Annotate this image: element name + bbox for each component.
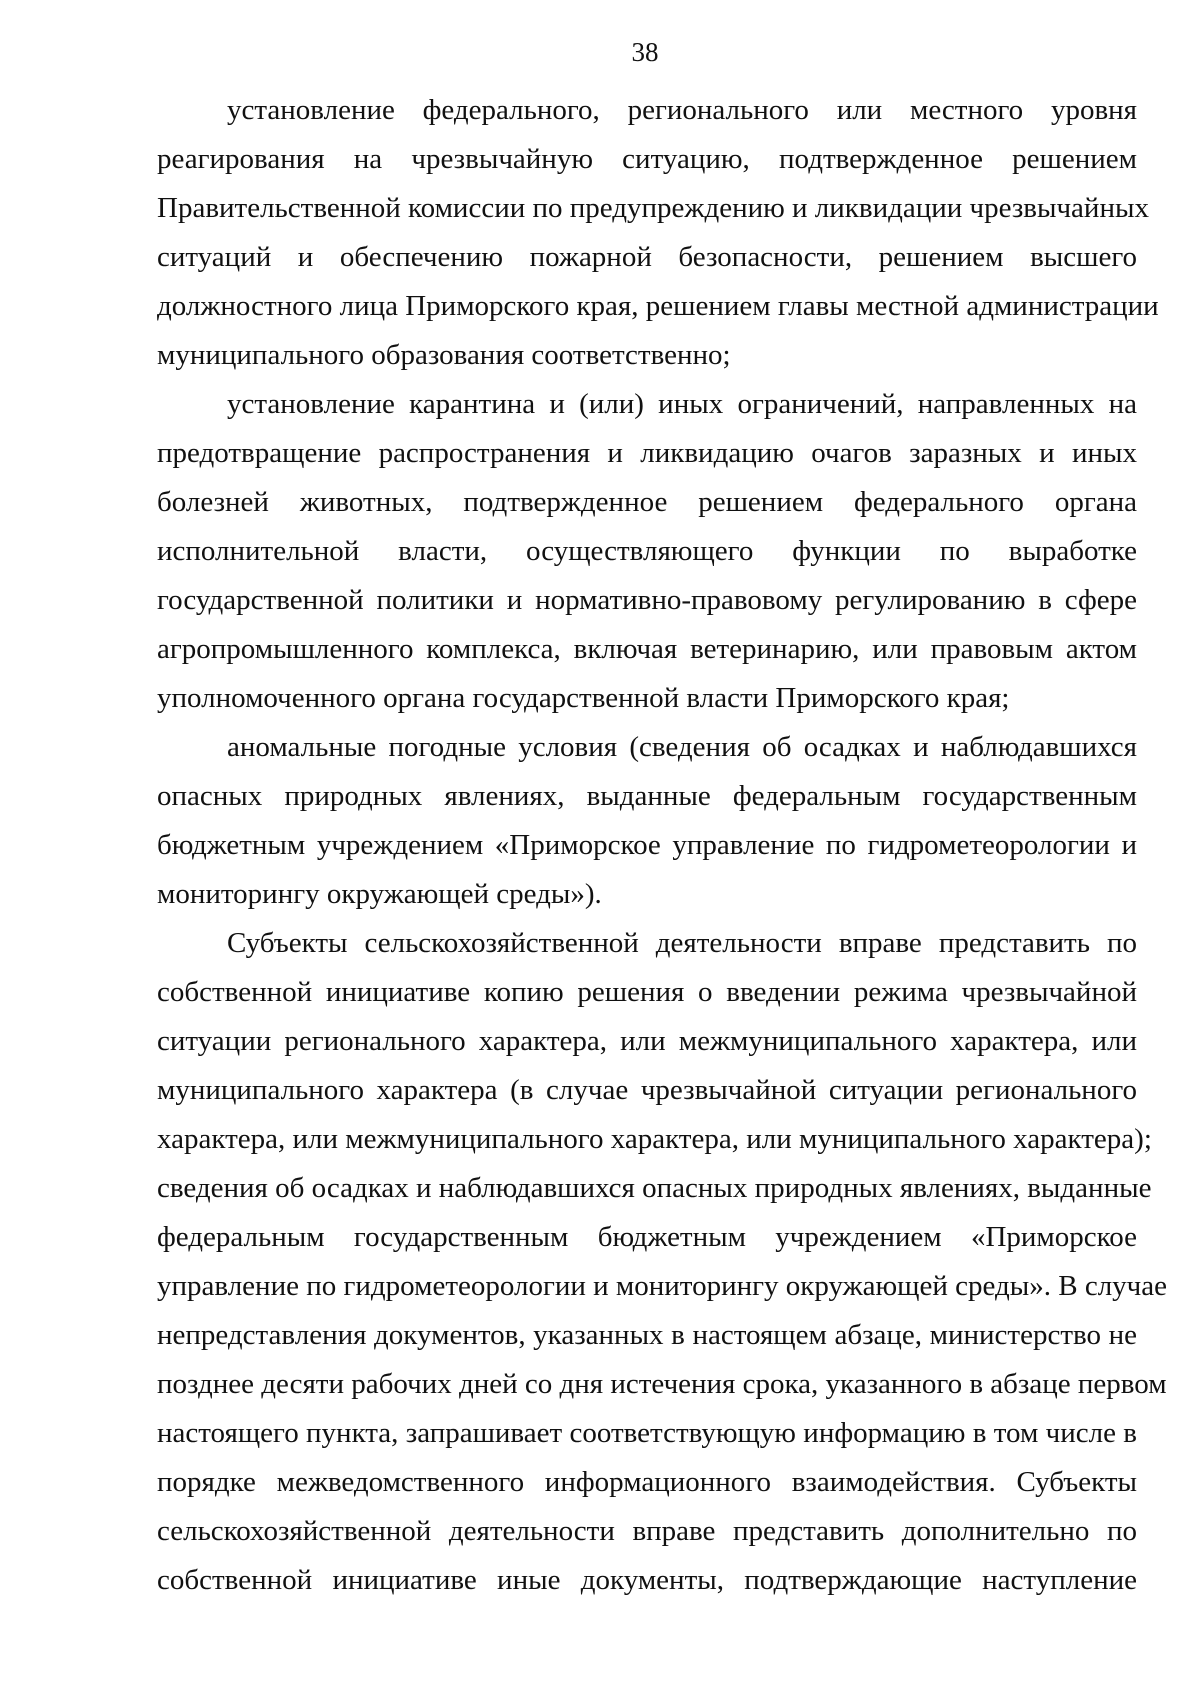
text-line: мониторингу окружающей среды»). xyxy=(157,878,602,910)
text-line: бюджетным учреждением «Приморское управление по гидрометеорологии и xyxy=(157,829,1137,861)
text-line: установление карантина и (или) иных ограничений, направленных на xyxy=(227,388,1137,420)
text-line: собственной инициативе копию решения о введении режима чрезвычайной xyxy=(157,976,1137,1008)
document-body xyxy=(157,86,1168,1605)
paragraph-subjects xyxy=(157,919,1168,1605)
text-line: порядке межведомственного информационного взаимодействия. Субъекты xyxy=(157,1466,1137,1498)
paragraph-weather xyxy=(157,723,1137,919)
text-line: непредставления документов, указанных в настоящем абзаце, министерство не xyxy=(157,1319,1137,1351)
paragraph-quarantine xyxy=(157,380,1137,723)
text-line: болезней животных, подтвержденное решением федерального органа xyxy=(157,486,1137,518)
text-line: муниципального образования соответственно; xyxy=(157,339,731,371)
text-line: настоящего пункта, запрашивает соответствующую информацию в том числе в xyxy=(157,1417,1137,1449)
page-number: 38 xyxy=(631,37,659,67)
text-line: агропромышленного комплекса, включая ветеринарию, или правовым актом xyxy=(157,633,1137,665)
text-line: Субъекты сельскохозяйственной деятельности вправе представить по xyxy=(227,927,1137,959)
text-line: ситуации регионального характера, или межмуниципального характера, или xyxy=(157,1025,1137,1057)
text-line: Правительственной комиссии по предупреждению и ликвидации чрезвычайных xyxy=(157,192,1149,224)
text-line: позднее десяти рабочих дней со дня истечения срока, указанного в абзаце первом xyxy=(157,1368,1167,1400)
text-line: муниципального характера (в случае чрезвычайной ситуации регионального xyxy=(157,1074,1137,1106)
text-line: должностного лица Приморского края, решением главы местной администрации xyxy=(157,290,1159,322)
text-line: сведения об осадках и наблюдавшихся опасных природных явлениях, выданные xyxy=(157,1172,1152,1204)
text-line: исполнительной власти, осуществляющего функции по выработке xyxy=(157,535,1137,567)
text-line: реагирования на чрезвычайную ситуацию, подтвержденное решением xyxy=(157,143,1137,175)
text-line: сельскохозяйственной деятельности вправе представить дополнительно по xyxy=(157,1515,1137,1547)
text-line: федеральным государственным бюджетным учреждением «Приморское xyxy=(157,1221,1137,1253)
text-line: аномальные погодные условия (сведения об осадках и наблюдавшихся xyxy=(227,731,1137,763)
text-line: предотвращение распространения и ликвидацию очагов заразных и иных xyxy=(157,437,1137,469)
text-line: ситуаций и обеспечению пожарной безопасности, решением высшего xyxy=(157,241,1137,273)
text-line: установление федерального, регионального или местного уровня xyxy=(227,94,1137,126)
text-line: государственной политики и нормативно-правовому регулированию в сфере xyxy=(157,584,1137,616)
text-line: собственной инициативе иные документы, подтверждающие наступление xyxy=(157,1564,1137,1596)
text-line: управление по гидрометеорологии и мониторингу окружающей среды». В случае xyxy=(157,1270,1168,1302)
text-line: характера, или межмуниципального характера, или муниципального характера); xyxy=(157,1123,1152,1155)
text-line: уполномоченного органа государственной власти Приморского края; xyxy=(157,682,1010,714)
paragraph-response-level xyxy=(157,86,1159,380)
text-line: опасных природных явлениях, выданные федеральным государственным xyxy=(157,780,1137,812)
